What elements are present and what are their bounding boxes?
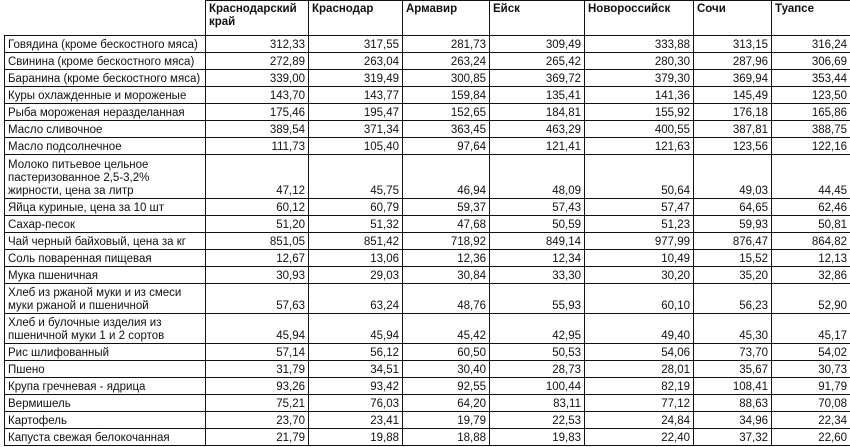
price-cell: 851,05	[206, 233, 309, 250]
table-body	[5, 36, 850, 446]
table-row	[5, 104, 850, 121]
price-cell: 49,40	[585, 314, 694, 344]
price-cell: 32,86	[772, 267, 850, 284]
price-cell: 463,29	[490, 121, 585, 138]
header-cell: Ейск	[490, 1, 585, 36]
price-cell: 300,85	[403, 70, 490, 87]
price-cell: 55,93	[490, 284, 585, 314]
product-name: Капуста свежая белокочанная	[5, 429, 206, 446]
price-cell: 718,92	[403, 233, 490, 250]
price-cell: 12,36	[403, 250, 490, 267]
price-cell: 135,41	[490, 87, 585, 104]
price-cell: 76,03	[309, 395, 403, 412]
table-row	[5, 233, 850, 250]
price-cell: 93,42	[309, 378, 403, 395]
price-cell: 369,94	[694, 70, 772, 87]
table-row	[5, 216, 850, 233]
price-cell: 143,77	[309, 87, 403, 104]
price-cell: 10,49	[585, 250, 694, 267]
price-cell: 152,65	[403, 104, 490, 121]
price-cell: 34,96	[694, 412, 772, 429]
price-cell: 108,41	[694, 378, 772, 395]
price-cell: 30,40	[403, 361, 490, 378]
product-name: Масло сливочное	[5, 121, 206, 138]
price-cell: 60,50	[403, 344, 490, 361]
price-cell: 52,90	[772, 284, 850, 314]
table-row	[5, 36, 850, 53]
price-cell: 864,82	[772, 233, 850, 250]
price-cell: 22,60	[772, 429, 850, 446]
product-name: Сахар-песок	[5, 216, 206, 233]
price-cell: 272,89	[206, 53, 309, 70]
price-cell: 195,47	[309, 104, 403, 121]
price-cell: 42,95	[490, 314, 585, 344]
product-name: Пшено	[5, 361, 206, 378]
product-name: Крупа гречневая - ядрица	[5, 378, 206, 395]
price-cell: 57,14	[206, 344, 309, 361]
price-cell: 33,30	[490, 267, 585, 284]
header-product	[5, 1, 206, 36]
table-row	[5, 87, 850, 104]
price-cell: 145,49	[694, 87, 772, 104]
price-cell: 70,08	[772, 395, 850, 412]
price-cell: 88,63	[694, 395, 772, 412]
price-cell: 44,45	[772, 155, 850, 199]
price-cell: 28,01	[585, 361, 694, 378]
product-name: Вермишель	[5, 395, 206, 412]
table-row	[5, 267, 850, 284]
price-cell: 30,20	[585, 267, 694, 284]
price-cell: 23,70	[206, 412, 309, 429]
table-row	[5, 314, 850, 344]
header-cell: Новороссийск	[585, 1, 694, 36]
price-cell: 121,63	[585, 138, 694, 155]
price-cell: 50,64	[585, 155, 694, 199]
price-cell: 23,41	[309, 412, 403, 429]
price-cell: 62,46	[772, 199, 850, 216]
price-cell: 123,50	[772, 87, 850, 104]
price-cell: 263,04	[309, 53, 403, 70]
price-cell: 184,81	[490, 104, 585, 121]
price-cell: 82,19	[585, 378, 694, 395]
product-name: Яйца куриные, цена за 10 шт	[5, 199, 206, 216]
price-cell: 50,59	[490, 216, 585, 233]
price-cell: 363,45	[403, 121, 490, 138]
price-cell: 54,02	[772, 344, 850, 361]
price-cell: 122,16	[772, 138, 850, 155]
price-cell: 35,67	[694, 361, 772, 378]
price-cell: 312,33	[206, 36, 309, 53]
price-cell: 48,76	[403, 284, 490, 314]
price-cell: 313,15	[694, 36, 772, 53]
header-cell: Краснодарский край	[206, 1, 309, 36]
price-cell: 265,42	[490, 53, 585, 70]
price-cell: 34,51	[309, 361, 403, 378]
product-name: Говядина (кроме бескостного мяса)	[5, 36, 206, 53]
price-cell: 155,92	[585, 104, 694, 121]
price-cell: 319,49	[309, 70, 403, 87]
price-cell: 57,43	[490, 199, 585, 216]
price-cell: 56,12	[309, 344, 403, 361]
price-cell: 30,84	[403, 267, 490, 284]
price-cell: 31,79	[206, 361, 309, 378]
price-cell: 47,68	[403, 216, 490, 233]
product-name: Рис шлифованный	[5, 344, 206, 361]
table-row	[5, 284, 850, 314]
price-cell: 159,84	[403, 87, 490, 104]
table-row	[5, 121, 850, 138]
header-cell: Краснодар	[309, 1, 403, 36]
table-row	[5, 70, 850, 87]
price-cell: 143,70	[206, 87, 309, 104]
price-cell: 18,88	[403, 429, 490, 446]
price-cell: 22,34	[772, 412, 850, 429]
product-name: Молоко питьевое цельное пастеризованное 2,5-3,2% жирности, цена за литр	[5, 155, 206, 199]
price-cell: 83,11	[490, 395, 585, 412]
price-table	[4, 0, 850, 446]
price-cell: 30,93	[206, 267, 309, 284]
price-cell: 851,42	[309, 233, 403, 250]
product-name: Соль поваренная пищевая	[5, 250, 206, 267]
price-cell: 64,20	[403, 395, 490, 412]
price-cell: 97,64	[403, 138, 490, 155]
price-cell: 19,83	[490, 429, 585, 446]
price-cell: 59,37	[403, 199, 490, 216]
price-cell: 22,53	[490, 412, 585, 429]
price-cell: 50,81	[772, 216, 850, 233]
table-row	[5, 199, 850, 216]
price-cell: 46,94	[403, 155, 490, 199]
price-cell: 123,56	[694, 138, 772, 155]
price-cell: 49,03	[694, 155, 772, 199]
price-cell: 317,55	[309, 36, 403, 53]
table-row	[5, 378, 850, 395]
table-row	[5, 155, 850, 199]
price-cell: 400,55	[585, 121, 694, 138]
price-cell: 93,26	[206, 378, 309, 395]
product-name: Хлеб из ржаной муки и из смеси муки ржаной и пшеничной	[5, 284, 206, 314]
table-row	[5, 344, 850, 361]
price-cell: 977,99	[585, 233, 694, 250]
table-row	[5, 429, 850, 446]
product-name: Картофель	[5, 412, 206, 429]
price-cell: 175,46	[206, 104, 309, 121]
table-row	[5, 395, 850, 412]
price-cell: 45,94	[309, 314, 403, 344]
product-name: Хлеб и булочные изделия из пшеничной муки 1 и 2 сортов	[5, 314, 206, 344]
price-cell: 263,24	[403, 53, 490, 70]
price-cell: 50,53	[490, 344, 585, 361]
price-cell: 29,03	[309, 267, 403, 284]
price-cell: 57,47	[585, 199, 694, 216]
price-cell: 47,12	[206, 155, 309, 199]
product-name: Масло подсолнечное	[5, 138, 206, 155]
price-cell: 45,75	[309, 155, 403, 199]
price-cell: 51,23	[585, 216, 694, 233]
price-cell: 379,30	[585, 70, 694, 87]
header-cell: Туапсе	[772, 1, 850, 36]
price-cell: 333,88	[585, 36, 694, 53]
price-cell: 64,65	[694, 199, 772, 216]
price-cell: 37,32	[694, 429, 772, 446]
table-row	[5, 250, 850, 267]
price-cell: 63,24	[309, 284, 403, 314]
price-cell: 121,41	[490, 138, 585, 155]
product-name: Чай черный байховый, цена за кг	[5, 233, 206, 250]
table-row	[5, 53, 850, 70]
product-name: Свинина (кроме бескостного мяса)	[5, 53, 206, 70]
price-cell: 19,88	[309, 429, 403, 446]
price-cell: 21,79	[206, 429, 309, 446]
product-name: Баранина (кроме бескостного мяса)	[5, 70, 206, 87]
price-cell: 48,09	[490, 155, 585, 199]
price-cell: 876,47	[694, 233, 772, 250]
price-cell: 73,70	[694, 344, 772, 361]
price-cell: 100,44	[490, 378, 585, 395]
price-cell: 12,34	[490, 250, 585, 267]
price-cell: 60,10	[585, 284, 694, 314]
price-cell: 92,55	[403, 378, 490, 395]
price-cell: 371,34	[309, 121, 403, 138]
price-cell: 388,75	[772, 121, 850, 138]
price-cell: 287,96	[694, 53, 772, 70]
price-cell: 849,14	[490, 233, 585, 250]
price-cell: 77,12	[585, 395, 694, 412]
price-cell: 12,67	[206, 250, 309, 267]
price-cell: 306,69	[772, 53, 850, 70]
price-cell: 54,06	[585, 344, 694, 361]
price-cell: 280,30	[585, 53, 694, 70]
price-cell: 45,30	[694, 314, 772, 344]
price-cell: 24,84	[585, 412, 694, 429]
header-row	[5, 1, 850, 36]
price-cell: 57,63	[206, 284, 309, 314]
price-cell: 316,24	[772, 36, 850, 53]
price-cell: 387,81	[694, 121, 772, 138]
price-cell: 339,00	[206, 70, 309, 87]
price-cell: 281,73	[403, 36, 490, 53]
price-cell: 15,52	[694, 250, 772, 267]
product-name: Куры охлажденные и мороженые	[5, 87, 206, 104]
price-cell: 141,36	[585, 87, 694, 104]
product-name: Рыба мороженая неразделанная	[5, 104, 206, 121]
price-cell: 45,94	[206, 314, 309, 344]
price-cell: 22,40	[585, 429, 694, 446]
price-cell: 105,40	[309, 138, 403, 155]
header-cell: Сочи	[694, 1, 772, 36]
price-cell: 389,54	[206, 121, 309, 138]
table-row	[5, 412, 850, 429]
price-cell: 60,79	[309, 199, 403, 216]
price-cell: 111,73	[206, 138, 309, 155]
table-row	[5, 361, 850, 378]
price-cell: 51,32	[309, 216, 403, 233]
price-cell: 309,49	[490, 36, 585, 53]
price-cell: 35,20	[694, 267, 772, 284]
price-cell: 91,79	[772, 378, 850, 395]
table-row	[5, 138, 850, 155]
price-cell: 60,12	[206, 199, 309, 216]
product-name: Мука пшеничная	[5, 267, 206, 284]
price-cell: 369,72	[490, 70, 585, 87]
price-cell: 51,20	[206, 216, 309, 233]
header-cell: Армавир	[403, 1, 490, 36]
price-cell: 56,23	[694, 284, 772, 314]
price-cell: 45,17	[772, 314, 850, 344]
price-cell: 165,86	[772, 104, 850, 121]
price-cell: 12,13	[772, 250, 850, 267]
price-cell: 45,42	[403, 314, 490, 344]
price-cell: 28,73	[490, 361, 585, 378]
price-cell: 353,44	[772, 70, 850, 87]
price-cell: 30,73	[772, 361, 850, 378]
price-cell: 75,21	[206, 395, 309, 412]
price-cell: 59,93	[694, 216, 772, 233]
price-cell: 176,18	[694, 104, 772, 121]
price-cell: 19,79	[403, 412, 490, 429]
price-cell: 13,06	[309, 250, 403, 267]
